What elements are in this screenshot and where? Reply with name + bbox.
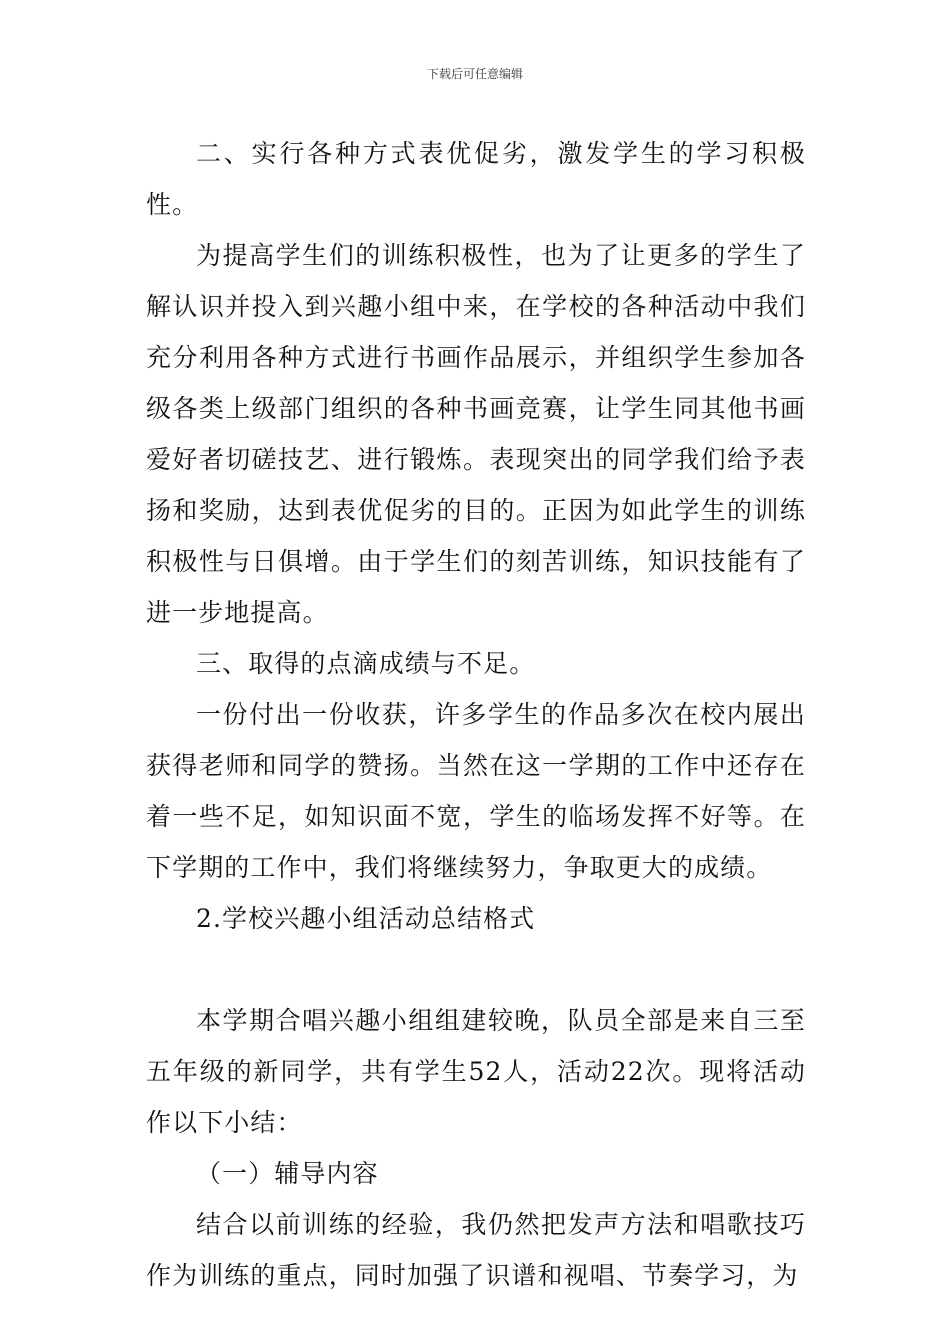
article-title-2: 2.学校兴趣小组活动总结格式 [196,904,536,933]
subsection-heading-1: （一）辅导内容 [196,1159,379,1188]
section-heading-3: 三、取得的点滴成绩与不足。 [196,649,536,678]
page-header-note: 下载后可任意编辑 [426,67,523,81]
paragraph: 结合以前训练的经验，我仍然把发声方法和唱歌技巧作为训练的重点，同时加强了识谱和视唱、节奏学习，为 [146,1210,806,1290]
paragraph: 本学期合唱兴趣小组组建较晚，队员全部是来自三至五年级的新同学，共有学生52人，活动22次。现将活动作以下小结： [146,1006,806,1137]
document-body [146,128,806,1301]
section-heading-2: 二、实行各种方式表优促劣，激发学生的学习积极性。 [146,139,806,219]
paragraph: 一份付出一份收获，许多学生的作品多次在校内展出获得老师和同学的赞扬。当然在这一学期的工作中还存在着一些不足，如知识面不宽，学生的临场发挥不好等。在下学期的工作中，我们将继续努力，争取更大的成绩。 [146,700,806,882]
paragraph: 为提高学生们的训练积极性，也为了让更多的学生了解认识并投入到兴趣小组中来，在学校的各种活动中我们充分利用各种方式进行书画作品展示，并组织学生参加各级各类上级部门组织的各种书画竞赛，让学生同其他书画爱好者切磋技艺、进行锻炼。表现突出的同学我们给予表扬和奖励，达到表优促劣的目的。正因为如此学生的训练积极性与日俱增。由于学生们的刻苦训练，知识技能有了进一步地提高。 [146,241,806,627]
blank-line [146,944,806,995]
